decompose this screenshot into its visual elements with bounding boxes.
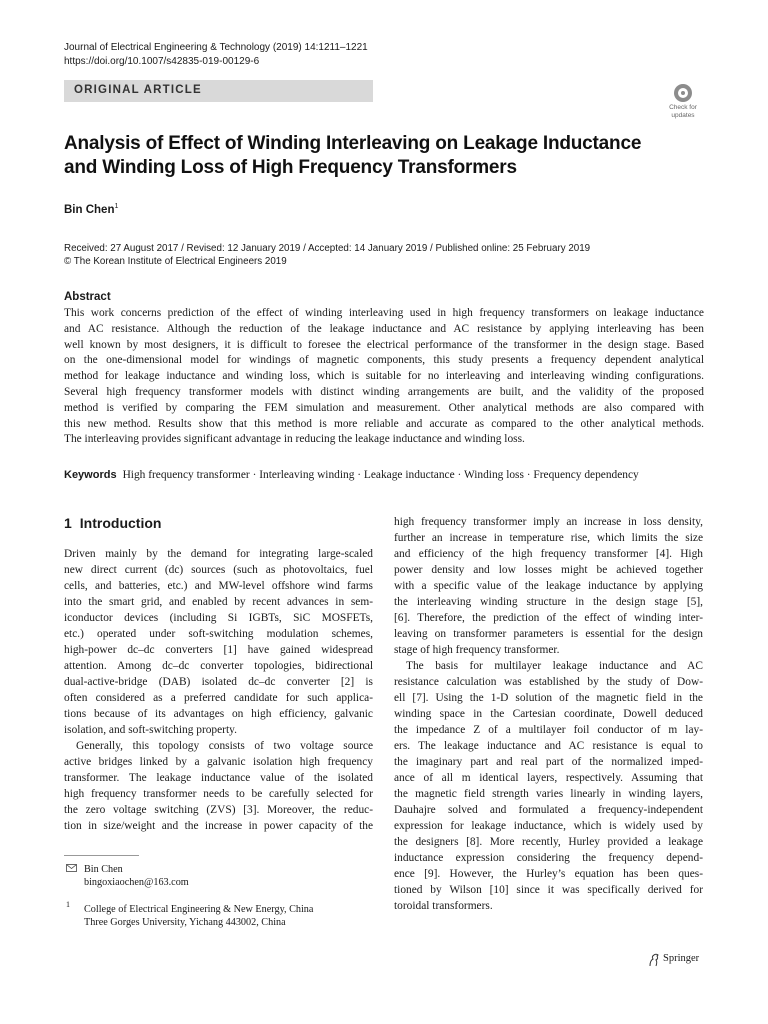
text-line: the impedance Z of a multilayer foil conductor of m lay- bbox=[394, 724, 703, 736]
text-line: ell [7]. Using the 1-D solution of the magnetic field in the bbox=[394, 692, 703, 704]
text-line: the interleaving winding structure in the design stage [5], bbox=[394, 596, 703, 608]
abstract-heading: Abstract bbox=[64, 291, 111, 303]
check-for-updates-badge[interactable] bbox=[663, 84, 703, 124]
text-line: tion in size/weight and the increase in power capacity of the bbox=[64, 820, 373, 832]
text-line: further an increase in temperature rise, which limits the size bbox=[394, 532, 703, 544]
affiliation-line: College of Electrical Engineering & New Energy, China bbox=[84, 904, 314, 915]
text-line: expression for leakage inductance, which is widely used by bbox=[394, 820, 703, 832]
keywords-text: High frequency transformer · Interleaving winding · Leakage inductance · Winding loss · Frequency dependency bbox=[122, 469, 639, 481]
text-line: Generally, this topology consists of two voltage source bbox=[76, 740, 373, 752]
check-updates-text: Check for updates bbox=[669, 104, 697, 119]
text-line: into the smart grid, and enabled by recent advances in sem- bbox=[64, 596, 373, 608]
text-line: high-power dc–dc converters [1] have gained widespread bbox=[64, 644, 373, 656]
section-title: Introduction bbox=[79, 515, 162, 531]
text-line: new direct current (dc) sources (such as photovoltaics, fuel bbox=[64, 564, 373, 576]
text-line: cells, and batteries, etc.) and MW-level offshore wind farms bbox=[64, 580, 373, 592]
abstract-line: on the one-dimensional model for windings of magnetic components, this study presents a frequency dependent analytical bbox=[64, 354, 704, 367]
envelope-icon bbox=[66, 864, 77, 872]
abstract-line: well known by most designers, it is difficult to foresee the electrical performance of the transformer in the design stage. Based bbox=[64, 338, 704, 351]
text-line: tions because of its advantages on high efficiency, galvanic bbox=[64, 708, 373, 720]
text-line: stage of high frequency transformer. bbox=[394, 644, 560, 656]
text-line: attention. Among dc–dc converter topologies, bidirectional bbox=[64, 660, 373, 672]
text-line: tioned by Wilson [10] since it was specifically derived for bbox=[394, 884, 703, 896]
text-line: with a specific value of the leakage inductance by applying bbox=[394, 580, 703, 592]
right-column-text bbox=[394, 514, 703, 914]
corresponding-author-name: Bin Chen bbox=[84, 864, 123, 875]
section-number: 1 bbox=[64, 515, 72, 531]
affiliation-mark: 1 bbox=[66, 900, 70, 909]
text-line: Dauhajre solved and formulated a frequency-independent bbox=[394, 804, 703, 816]
abstract-line: and AC resistance. Although the reduction of the leakage inductance and AC resistance by applying interleaving has been bbox=[64, 322, 704, 335]
text-line: the imaginary part and real part of the normalized imped- bbox=[394, 756, 703, 768]
abstract-line: The interleaving provides significant advantage in reducing the leakage inductance and winding loss. bbox=[64, 433, 525, 446]
publication-dates: Received: 27 August 2017 / Revised: 12 January 2019 / Accepted: 14 January 2019 / Published online: 25 February 2019 bbox=[64, 243, 591, 254]
left-column-text bbox=[64, 546, 373, 834]
author bbox=[64, 203, 118, 216]
text-line: ence [9]. However, the Hurley’s equation has been ques- bbox=[394, 868, 703, 880]
text-line: winding space in the Cartesian coordinate, Dowell deduced bbox=[394, 708, 703, 720]
text-line: isolation, and soft-switching property. bbox=[64, 724, 237, 736]
footnote-divider bbox=[64, 855, 139, 856]
abstract-line: This work concerns prediction of the effect of winding interleaving used in high frequency transformers on leakage inductance bbox=[64, 307, 704, 319]
keywords-label: Keywords bbox=[64, 469, 117, 481]
corresponding-author-email[interactable]: bingoxiaochen@163.com bbox=[84, 877, 189, 888]
text-line: transformer. The leakage inductance value of the isolated bbox=[64, 772, 373, 784]
title-line: Analysis of Effect of Winding Interleaving on Leakage Inductance bbox=[64, 133, 642, 154]
keywords bbox=[64, 469, 704, 481]
text-line: and efficiency of the high frequency transformer [4]. High bbox=[394, 548, 703, 560]
text-line: power density and low losses might be achieved together bbox=[394, 564, 703, 576]
author-affiliation-mark: 1 bbox=[114, 203, 119, 210]
abstract-line: method for leakage inductance and winding loss, which is suitable for no interleaving and interleaving winding configurations. bbox=[64, 370, 704, 383]
affiliation-line: Three Gorges University, Yichang 443002, China bbox=[84, 917, 286, 928]
text-line: resistance calculation was established by the study of Dow- bbox=[394, 676, 703, 688]
text-line: high frequency transformer needs to be carefully selected for bbox=[64, 788, 373, 800]
text-line: often considered as a preferred candidate for such applica- bbox=[64, 692, 373, 704]
section-heading-introduction bbox=[64, 515, 161, 531]
article-type-bar bbox=[64, 80, 373, 102]
journal-citation: Journal of Electrical Engineering & Technology (2019) 14:1211–1221 bbox=[64, 42, 368, 53]
text-line: the designers [8]. More recently, Hurley provided a leakage bbox=[394, 836, 703, 848]
text-line: iconductor devices (including Si IGBTs, SiC MOSFETs, bbox=[64, 612, 373, 624]
text-line: Driven mainly by the demand for integrating large-scaled bbox=[64, 548, 373, 560]
author-name: Bin Chen bbox=[64, 203, 115, 216]
text-line: the magnetic field strength varies linearly in winding layers, bbox=[394, 788, 703, 800]
check-updates-icon bbox=[674, 84, 692, 102]
abstract-line: Several high frequency transformer models with distinct winding arrangements are built, and the validity of the proposed bbox=[64, 385, 704, 398]
abstract-line: method is verified by comparing the FEM simulation and measurement. Other analytical methods are also compared with bbox=[64, 401, 704, 414]
text-line: The basis for multilayer leakage inductance and AC bbox=[406, 660, 703, 672]
abstract-line: this new method. Results show that this method is more reliable and accurate as compared to the other analytical methods. bbox=[64, 417, 704, 430]
text-line: high frequency transformer imply an increase in loss density, bbox=[394, 516, 703, 528]
text-line: [6]. Therefore, the prediction of the effect of winding inter- bbox=[394, 612, 703, 624]
text-line: ers. The leakage inductance and AC resistance is equal to bbox=[394, 740, 703, 752]
text-line: leaving on transformer parameters is essential for the design bbox=[394, 628, 703, 640]
text-line: dual-active-bridge (DAB) isolated dc–dc converter [2] is bbox=[64, 676, 373, 688]
article-title bbox=[64, 132, 704, 180]
article-type-label: ORIGINAL ARTICLE bbox=[74, 84, 202, 96]
text-line: etc.) operated under soft-switching modulation schemes, bbox=[64, 628, 373, 640]
springer-horse-icon bbox=[648, 953, 660, 967]
title-line: and Winding Loss of High Frequency Transformers bbox=[64, 157, 517, 178]
copyright: © The Korean Institute of Electrical Engineers 2019 bbox=[64, 256, 287, 267]
text-line: the zero voltage switching (ZVS) [3]. Moreover, the reduc- bbox=[64, 804, 373, 816]
publisher-name: Springer bbox=[663, 953, 700, 964]
doi-link[interactable]: https://doi.org/10.1007/s42835-019-00129-6 bbox=[64, 56, 260, 67]
text-line: ance of all m identical layers, respectively. Assuming that bbox=[394, 772, 703, 784]
text-line: active bridges linked by a galvanic isolation high frequency bbox=[64, 756, 373, 768]
text-line: inductance expression considering the frequency depend- bbox=[394, 852, 703, 864]
abstract-body bbox=[64, 306, 704, 448]
text-line: toroidal transformers. bbox=[394, 900, 493, 912]
